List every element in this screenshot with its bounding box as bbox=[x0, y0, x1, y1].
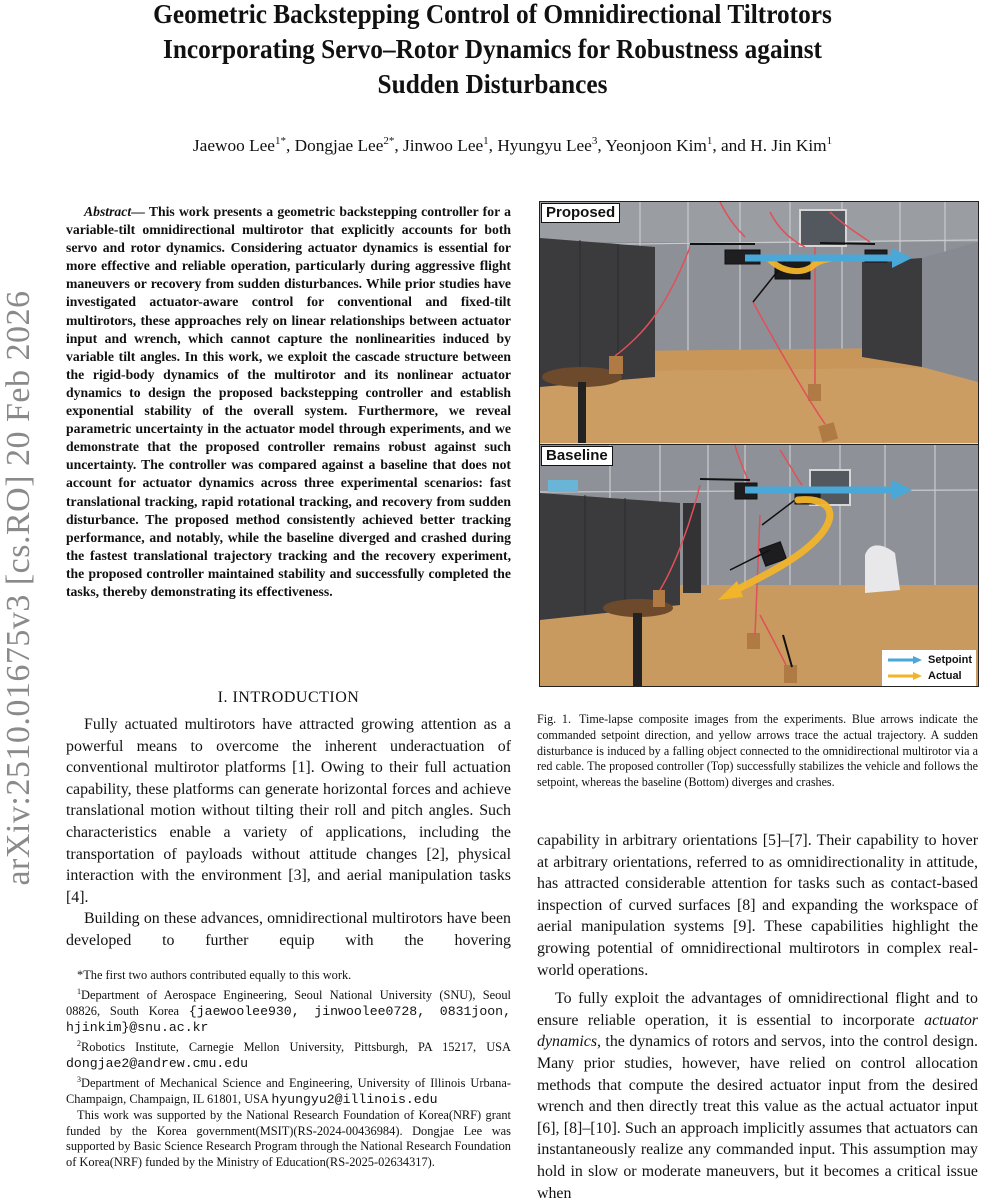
timelapse-photo-proposed bbox=[540, 202, 978, 443]
email-link[interactable]: hyungyu2@illinois.edu bbox=[271, 1091, 438, 1107]
blue-arrow-icon bbox=[888, 656, 922, 664]
figure-caption: Fig. 1. Time-lapse composite images from the experiments. Blue arrows indicate the commanded setpoint direction, and yellow arrows trace the actual trajectory. A sudden disturbance is induced by a falling object connected to the omnidirectional multirotor via a red cable. The proposed controller (Top) successfully stabilizes the vehicle and follows the setpoint, whereas the baseline (Bottom) diverges and crashes. bbox=[537, 712, 978, 790]
section-heading-introduction: I. INTRODUCTION bbox=[217, 689, 360, 706]
figure-panel-proposed bbox=[540, 202, 978, 443]
figure-legend bbox=[882, 650, 976, 686]
abstract: Abstract— This work presents a geometric backstepping controller for a variable-tilt omnidirectional multirotor that explicitly accounts for both servo and rotor dynamics. Considering actuator dynamics is essential for more effective and reliable operation, particularly during aggressive flight maneuvers or recovery from sudden disturbances. While prior studies have investigated actuator-aware control for conventional and fixed-tilt multirotors, these approaches rely on linear relationships between actuator input and wrench, which cannot capture the nonlinearities induced by variable tilt angles. In this work, we exploit the cascade structure between the rigid-body dynamics of the multirotor and its nonlinear actuator dynamics to design the proposed backstepping controller and establish exponential stability of the overall system. Furthermore, we reveal parametric uncertainty in the actuator model through experiments, and we demonstrate that the proposed controller remains robust against such uncertainty. The controller was compared against a baseline that does not account for actuator dynamics across three experimental scenarios: fast translational tracking, rapid rotational tracking, and recovery from sudden disturbance. The proposed method consistently achieved better tracking performance, and notably, while the baseline diverged and crashed during the fastest translational trajectory tracking and the recovery experiment, the proposed controller maintained stability and successfully completed the tasks, thereby demonstrating its effectiveness. bbox=[66, 204, 511, 599]
author: Yeonjoon Kim$^1$ bbox=[605, 135, 713, 155]
yellow-arrow-icon bbox=[888, 672, 922, 680]
author: and H. Jin Kim$^1$ bbox=[720, 135, 833, 155]
footnotes bbox=[66, 968, 511, 1171]
body-paragraph: Fully actuated multirotors have attracted growing attention as a powerful means to overcome the inherent underactuation of conventional multirotor platforms [1]. Owing to their full actuation capability, these platforms can generate horizontal forces and achieve translational motion without tilting their roll and pitch angles. Such characteristics enable a variety of applications, including the transportation of payloads without attitude changes [2], physical interaction with the environment [3], and aerial manipulation tasks [4]. bbox=[66, 716, 511, 906]
footnote-affiliation-2: $^2$Robotics Institute, Carnegie Mellon University, Pittsburgh, PA 15217, USA dongjae2@andrew.cmu.edu bbox=[66, 1038, 511, 1071]
email-link[interactable]: dongjae2@andrew.cmu.edu bbox=[66, 1055, 249, 1071]
author: Jaewoo Lee$^{1*}$ bbox=[192, 135, 286, 155]
introduction-left-column bbox=[66, 714, 511, 952]
body-paragraph: Building on these advances, omnidirectional multirotors have been developed to further equip with the hovering bbox=[66, 910, 511, 949]
legend-item-setpoint: Setpoint bbox=[888, 652, 972, 668]
footnote-funding: This work was supported by the National Research Foundation of Korea(NRF) grant funded by the Korea government(MSIT)(RS-2024-00436984). Dongjae Lee was supported by Basic Science Research Program through the National Research Foundation of Korea(NRF) funded by the Ministry of Education(RS-2025-02634317). bbox=[66, 1107, 511, 1170]
email-link[interactable]: {jaewoolee930, jinwoolee0728, 0831joon, hjinkim}@snu.ac.kr bbox=[66, 1003, 512, 1035]
figure-number: Fig. 1. bbox=[537, 712, 571, 726]
figure-1 bbox=[539, 201, 979, 687]
abstract-label: Abstract bbox=[84, 204, 132, 219]
introduction-right-column bbox=[537, 830, 978, 1204]
paper-title: Geometric Backstepping Control of Omnidirectional Tiltrotors Incorporating Servo–Rotor Dynamics for Robustness against Sudden Disturbances bbox=[153, 0, 832, 99]
author: Jinwoo Lee$^1$ bbox=[403, 135, 489, 155]
abstract-text: This work presents a geometric backstepping controller for a variable-tilt omnidirectional multirotor that explicitly accounts for both servo and rotor dynamics. Considering actuator dynamics is essential for more effective and reliable operation, particularly during aggressive flight maneuvers or recovery from sudden disturbances. While prior studies have investigated actuator-aware control for conventional and fixed-tilt multirotors, these approaches rely on linear relationships between actuator input and wrench, which cannot capture the nonlinearities induced by variable tilt angles. In this work, we exploit the cascade structure between the rigid-body dynamics of the multirotor and its nonlinear actuator dynamics to design the proposed backstepping controller and establish exponential stability of the overall system. Furthermore, we reveal parametric uncertainty in the actuator model through experiments, and we demonstrate that the proposed controller remains robust against such uncertainty. The controller was compared against a baseline that does not account for actuator dynamics across three experimental scenarios: fast translational tracking, rapid rotational tracking, and recovery from sudden disturbance. The proposed method consistently achieved better tracking performance, and notably, while the baseline diverged and crashed during the fastest translational trajectory tracking and the recovery experiment, the proposed controller maintained stability and successfully completed the tasks, thereby demonstrating its effectiveness. bbox=[66, 204, 511, 599]
author: Hyungyu Lee$^3$ bbox=[497, 135, 598, 155]
body-paragraph: capability in arbitrary orientations [5]–[7]. Their capability to hover at arbitrary orientations, referred to as omnidirectionality in attitude, has attracted considerable attention for tasks such as contact-based inspection of curved surfaces [8] and expanding the workspace of aerial manipulation systems [9]. These capabilities highlight the growing potential of omnidirectional multirotors in complex real-world operations. bbox=[537, 832, 978, 979]
footnote-affiliation-1: $^1$Department of Aerospace Engineering, Seoul National University (SNU), Seoul 08826, South Korea {jaewoolee930, jinwoolee0728, 0831joon, hjinkim}@snu.ac.kr bbox=[66, 986, 512, 1035]
panel-label-baseline: Baseline bbox=[541, 446, 613, 466]
arxiv-identifier-stamp: arXiv:2510.01675v3 [cs.RO] 20 Feb 2026 bbox=[0, 290, 37, 886]
footnote-equal-contribution: *The first two authors contributed equally to this work. bbox=[77, 968, 352, 982]
figure-panel-baseline bbox=[540, 444, 978, 687]
legend-item-actual: Actual bbox=[888, 668, 972, 684]
author-list: Jaewoo Lee$^{1*}$, Dongjae Lee$^{2*}$, Jinwoo Lee$^1$, Hyungyu Lee$^3$, Yeonjoon Kim$^1$, and H. Jin Kim$^1$ bbox=[192, 135, 833, 155]
footnote-affiliation-3: $^3$Department of Mechanical Science and Engineering, University of Illinois Urbana-Champaign, Champaign, IL 61801, USA hyungyu2@illinois.edu bbox=[66, 1074, 511, 1107]
panel-label-proposed: Proposed bbox=[541, 203, 620, 223]
body-paragraph: To fully exploit the advantages of omnidirectional flight and to ensure reliable operation, it is essential to incorporate actuator dynamics, the dynamics of rotors and servos, into the control design. Many prior studies, however, have relied on control allocation methods that compute the desired actuator input from the desired wrench and then directly treat this value as the actual actuator input [6], [8]–[10]. Such an approach implicitly assumes that actuators can instantaneously realize any commanded input. This assumption may hold in slow or moderate maneuvers, but it becomes a critical issue when bbox=[537, 990, 978, 1202]
author: Dongjae Lee$^{2*}$ bbox=[294, 135, 395, 155]
